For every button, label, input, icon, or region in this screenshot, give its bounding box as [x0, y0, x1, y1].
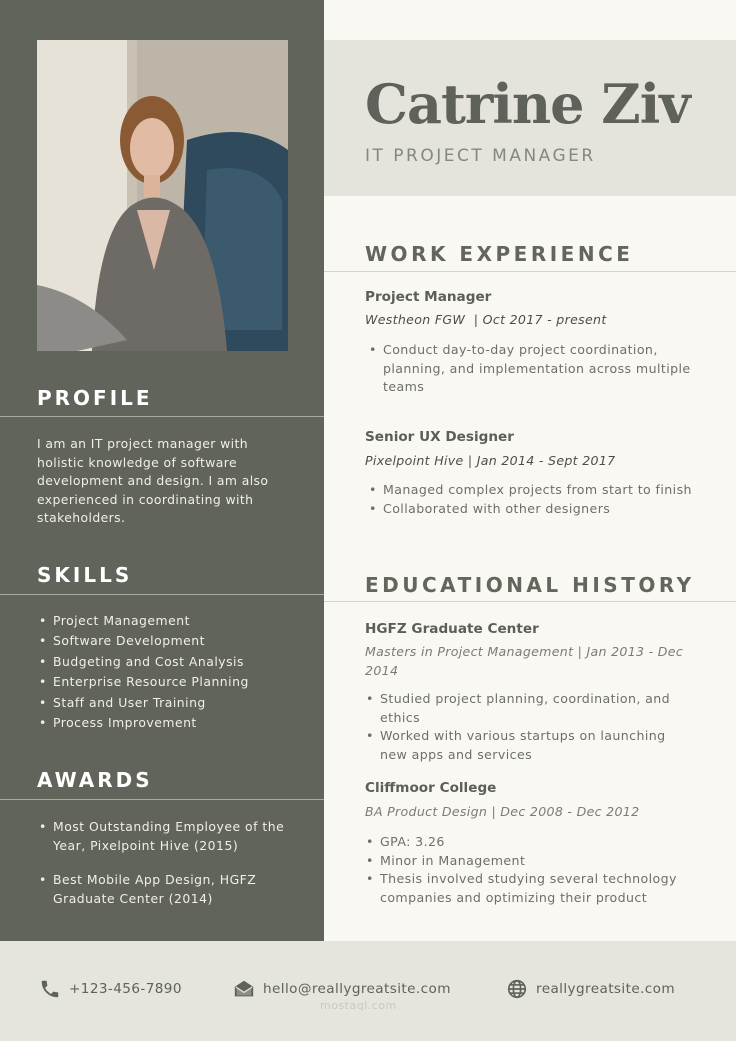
skill-item: • Software Development	[37, 631, 249, 651]
job-title: Senior UX Designer	[365, 429, 514, 445]
school-bullet: • Studied project planning, coordination, and ethics	[366, 690, 696, 727]
job-title: Project Manager	[365, 289, 492, 305]
contact-footer	[0, 941, 736, 1041]
skill-item: • Staff and User Training	[37, 693, 249, 713]
education-divider	[324, 601, 736, 602]
name-banner	[324, 40, 736, 196]
skills-heading: SKILLS	[37, 563, 133, 587]
awards-divider	[0, 799, 324, 800]
education-heading: EDUCATIONAL HISTORY	[365, 573, 695, 597]
work-divider	[324, 271, 736, 272]
profile-photo	[37, 40, 288, 351]
email-address: hello@reallygreatsite.com	[263, 981, 451, 997]
school-meta: Masters in Project Management | Jan 2013 - Dec 2014	[365, 644, 684, 678]
job-bullets	[369, 341, 699, 397]
website-contact[interactable]	[506, 978, 675, 1000]
job-bullet: • Conduct day-to-day project coordination, planning, and implementation across multiple teams	[369, 341, 699, 397]
school-name: Cliffmoor College	[365, 780, 497, 796]
school-bullet: • Worked with various startups on launching new apps and services	[366, 727, 696, 764]
job-bullet: • Collaborated with other designers	[369, 500, 699, 519]
email-contact[interactable]	[233, 978, 451, 1000]
school-meta: BA Product Design | Dec 2008 - Dec 2012	[365, 804, 640, 819]
profile-divider	[0, 416, 324, 417]
profile-heading: PROFILE	[37, 386, 153, 410]
phone-contact[interactable]	[39, 978, 182, 1000]
skills-divider	[0, 594, 324, 595]
phone-icon	[39, 978, 61, 1000]
watermark: mostaql.com	[320, 999, 397, 1012]
awards-list	[37, 818, 297, 924]
profile-text: I am an IT project manager with holistic knowledge of software development and design. I am also experienced in coordinating with stakeholders.	[37, 436, 269, 525]
school-bullet: • Minor in Management	[366, 852, 696, 871]
job-meta: Pixelpoint Hive | Jan 2014 - Sept 2017	[365, 453, 616, 468]
globe-icon	[506, 978, 528, 1000]
work-experience-heading: WORK EXPERIENCE	[365, 242, 634, 266]
job-bullet: • Managed complex projects from start to finish	[369, 481, 699, 500]
skill-item: • Process Improvement	[37, 713, 249, 733]
school-bullet: • GPA: 3.26	[366, 833, 696, 852]
awards-heading: AWARDS	[37, 768, 153, 792]
job-meta: Westheon FGW | Oct 2017 - present	[365, 312, 607, 327]
school-bullet: • Thesis involved studying several technology companies and optimizing their product	[366, 870, 696, 907]
sidebar	[0, 0, 324, 941]
mail-icon	[233, 978, 255, 1000]
skills-list	[37, 611, 249, 733]
school-bullets	[366, 690, 696, 764]
skill-item: • Project Management	[37, 611, 249, 631]
job-role: IT PROJECT MANAGER	[365, 146, 596, 166]
school-bullets	[366, 833, 696, 907]
skill-item: • Budgeting and Cost Analysis	[37, 652, 249, 672]
award-item: • Best Mobile App Design, HGFZ Graduate Center (2014)	[37, 871, 297, 908]
award-item: • Most Outstanding Employee of the Year, Pixelpoint Hive (2015)	[37, 818, 297, 855]
website-url: reallygreatsite.com	[536, 981, 676, 997]
job-bullets	[369, 481, 699, 518]
phone-number: +123-456-7890	[69, 981, 182, 997]
school-name: HGFZ Graduate Center	[365, 621, 539, 637]
skill-item: • Enterprise Resource Planning	[37, 672, 249, 692]
candidate-name: Catrine Ziv	[365, 72, 690, 136]
